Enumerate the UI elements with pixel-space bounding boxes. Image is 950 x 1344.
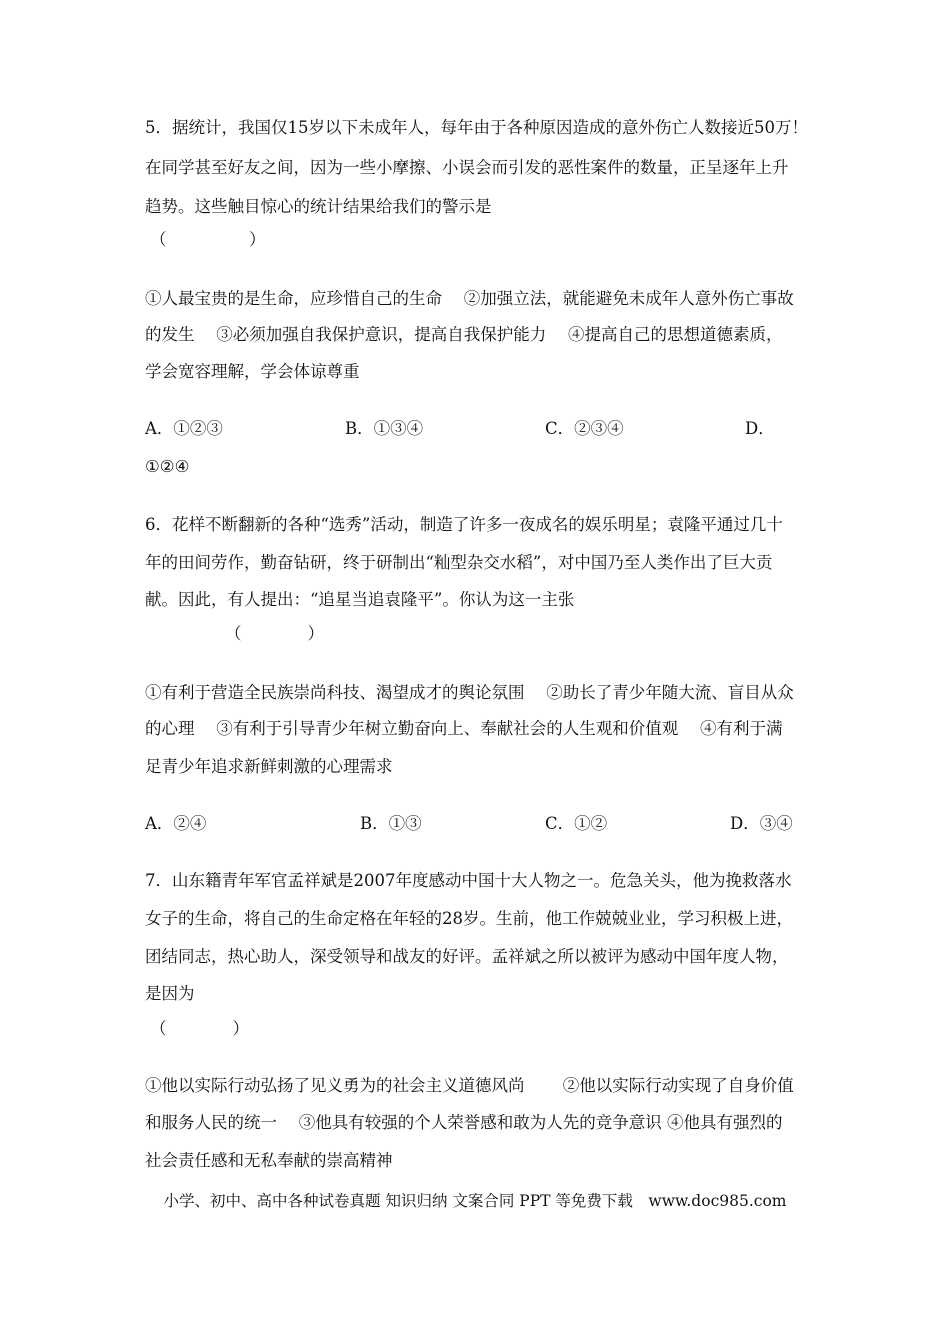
q7-stem-line-2: 女子的生命，将自己的生命定格在年轻的28岁。生前，他工作兢兢业业，学习积极上进，	[145, 909, 793, 928]
q6-statement-line-3: 足青少年追求新鲜刺激的心理需求	[145, 757, 393, 776]
q6-statement-line-2: 的心理 ③有利于引导青少年树立勤奋向上、奉献社会的人生观和价值观 ④有利于满	[145, 719, 783, 738]
q5-statement-line-1: ①人最宝贵的是生命，应珍惜自己的生命 ②加强立法，就能避免未成年人意外伤亡事故	[145, 289, 794, 308]
q6-statement-line-1: ①有利于营造全民族崇尚科技、渴望成才的舆论氛围 ②助长了青少年随大流、盲目从众	[145, 683, 794, 702]
q6-option-b: B．①③	[360, 814, 422, 833]
q5-option-d-value: ①②④	[145, 457, 190, 476]
q7-stem-line-4: 是因为	[145, 984, 195, 1003]
q6-stem-line-1: 6．花样不断翻新的各种“选秀”活动，制造了许多一夜成名的娱乐明星；袁隆平通过几十	[145, 515, 783, 534]
page-footer: 小学、初中、高中各种试卷真题 知识归纳 文案合同 PPT 等免费下载 www.doc985.com	[163, 1192, 787, 1210]
q5-option-a: A．①②③	[145, 419, 223, 438]
q5-stem-line-3: 趋势。这些触目惊心的统计结果给我们的警示是	[145, 197, 492, 216]
q5-statement-line-3: 学会宽容理解，学会体谅尊重	[145, 362, 360, 381]
q7-answer-blank: （ ）	[150, 1019, 249, 1038]
q5-stem-line-2: 在同学甚至好友之间，因为一些小摩擦、小误会而引发的恶性案件的数量，正呈逐年上升	[145, 158, 789, 177]
q7-statement-line-2: 和服务人民的统一 ③他具有较强的个人荣誉感和敢为人先的竞争意识 ④他具有强烈的	[145, 1113, 783, 1132]
q7-stem-line-1: 7．山东籍青年军官孟祥斌是2007年度感动中国十大人物之一。危急关头，他为挽救落水	[145, 871, 792, 890]
q6-answer-blank: （ ）	[225, 624, 324, 643]
q6-option-a: A．②④	[145, 814, 207, 833]
q5-option-d-label: D．	[745, 419, 775, 438]
q5-option-b: B．①③④	[345, 419, 424, 438]
q6-stem-line-3: 献。因此，有人提出：“追星当追袁隆平”。你认为这一主张	[145, 590, 575, 609]
q5-stem-line-1: 5．据统计，我国仅15岁以下未成年人，每年由于各种原因造成的意外伤亡人数接近50万！	[145, 118, 808, 137]
q5-option-c: C．②③④	[545, 419, 624, 438]
q6-option-d: D．③④	[730, 814, 793, 833]
q7-statement-line-3: 社会责任感和无私奉献的崇高精神	[145, 1151, 393, 1170]
q5-statement-line-2: 的发生 ③必须加强自我保护意识，提高自我保护能力 ④提高自己的思想道德素质，	[145, 325, 783, 344]
q6-stem-line-2: 年的田间劳作，勤奋钻研，终于研制出“籼型杂交水稻”，对中国乃至人类作出了巨大贡	[145, 553, 773, 572]
q5-answer-blank: （ ）	[150, 230, 266, 249]
q6-option-c: C．①②	[545, 814, 608, 833]
q7-statement-line-1: ①他以实际行动弘扬了见义勇为的社会主义道德风尚 ②他以实际行动实现了自身价值	[145, 1076, 794, 1095]
q7-stem-line-3: 团结同志，热心助人，深受领导和战友的好评。孟祥斌之所以被评为感动中国年度人物，	[145, 947, 789, 966]
